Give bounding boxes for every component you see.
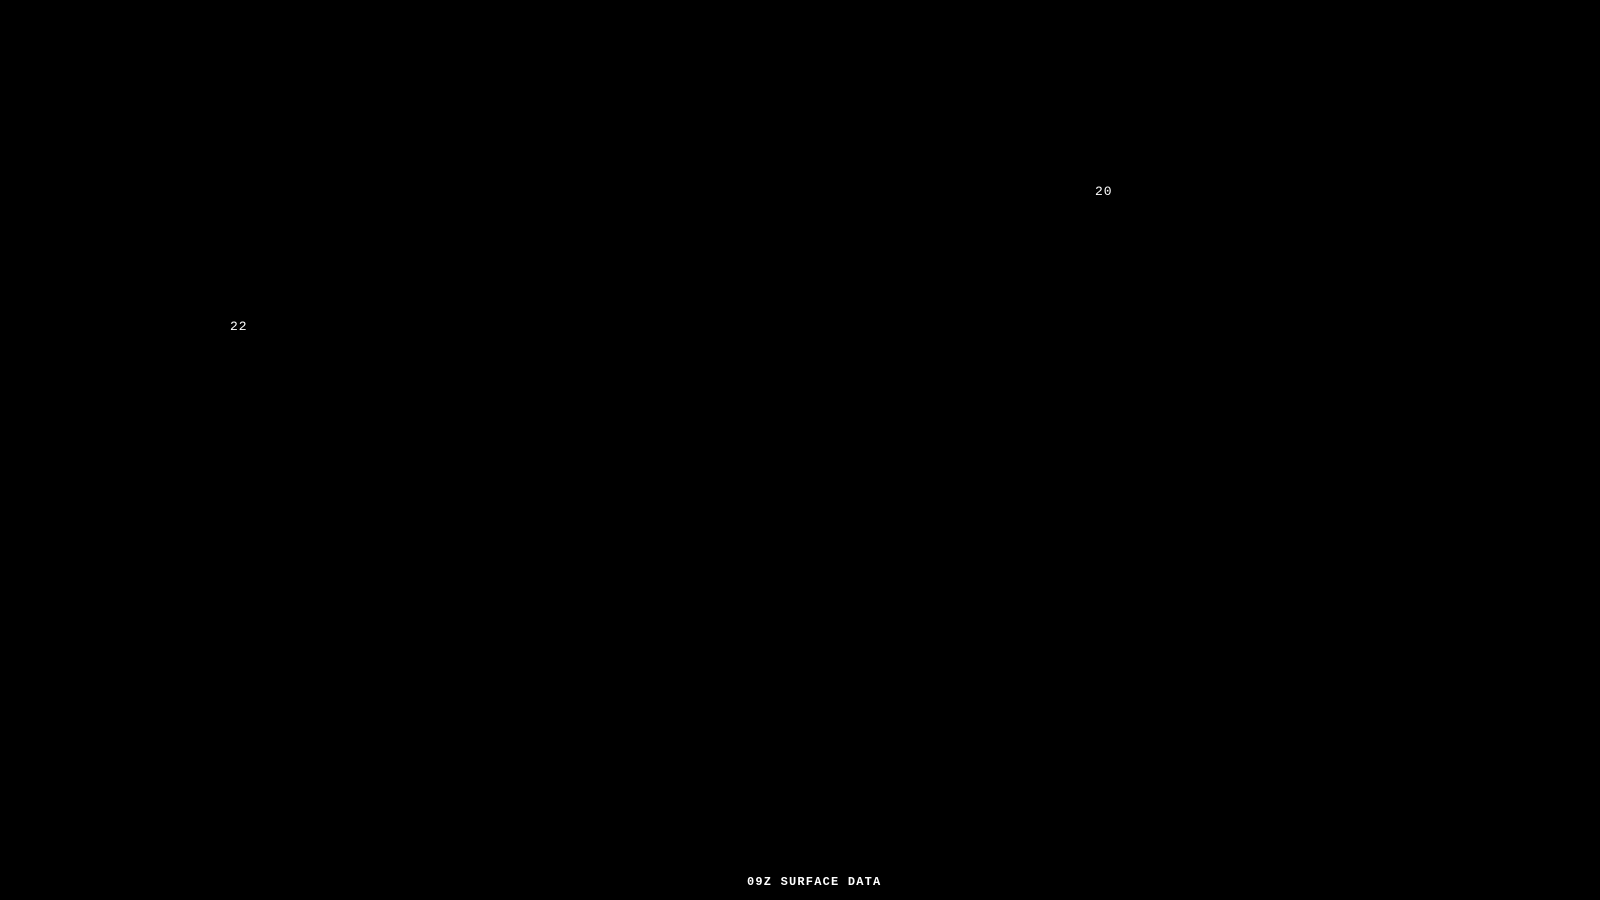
map-title: 09Z SURFACE DATA — [747, 875, 882, 889]
station-value: 20 — [1095, 184, 1113, 199]
station-value: 22 — [230, 319, 248, 334]
